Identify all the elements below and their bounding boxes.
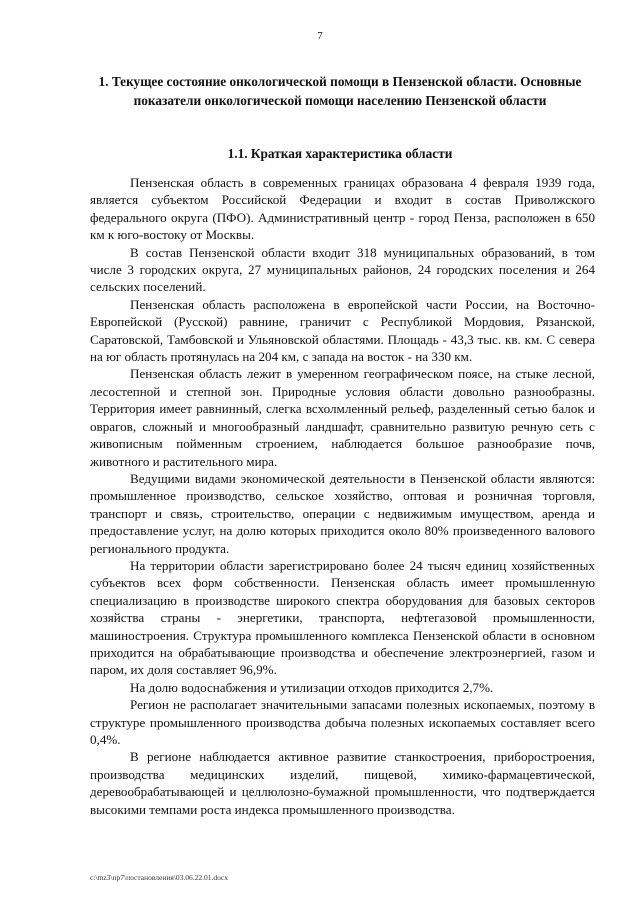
paragraph-location: Пензенская область расположена в европейской части России, на Восточно-Европейской (Русской) равнине, граничит с Республикой Мордовия, Рязанской, Саратовской, Тамбовской и Ульяновской областями. Площадь - 43,3 тыс. кв. км. С севера на юг область протянулась на 204 км, с запада на восток - на 330 км.	[90, 296, 595, 365]
paragraph-economy: Ведущими видами экономической деятельности в Пензенской области являются: промышленное производство, сельское хозяйство, оптовая и розничная торговля, транспорт и связь, строительство, операции с недвижимым имуществом, аренда и предоставление услуг, на долю которых приходится около 80% произведенного валового регионального продукта.	[90, 470, 595, 556]
paragraph-formation: Пензенская область в современных границах образована 4 февраля 1939 года, является субъектом Российской Федерации и входит в состав Приволжского федерального округа (ПФО). Административный центр - город Пенза, расположен в 650 км к юго-востоку от Москвы.	[90, 175, 595, 243]
section-heading: 1. Текущее состояние онкологической помощи в Пензенской области. Основные показатели онкологической помощи населению Пензенской области	[98, 74, 582, 108]
paragraph-development: В регионе наблюдается активное развитие станкостроения, приборостроения, производства медицинских изделий, пищевой, химико-фармацевтической, деревообрабатывающей и целлюлозно-бумажной промышленности, что подтверждается высокими темпами роста индекса промышленного производства.	[90, 749, 595, 817]
footer-file-path: c:\mz3\пр7\постановления\03.06.22.01.docx	[90, 873, 228, 882]
page-number: 7	[317, 30, 323, 42]
body-text	[90, 174, 595, 818]
paragraph-minerals: Регион не располагает значительными запасами полезных ископаемых, поэтому в структуре промышленного производства добыча полезных ископаемых составляет всего 0,4%.	[90, 697, 595, 747]
paragraph-municipalities: В состав Пензенской области входит 318 муниципальных образований, в том числе 3 городских округа, 27 муниципальных районов, 24 городских поселения и 264 сельских поселений.	[90, 244, 595, 295]
paragraph-nature: Пензенская область лежит в умеренном географическом поясе, на стыке лесной, лесостепной и степной зон. Природные условия области довольно разнообразны. Территория имеет равнинный, слегка всхолмленный рельеф, разделенный сетью балок и оврагов, сложный и многообразный ландшафт, сравнительно развитую речную сеть с живописным пойменным строением, наблюдается большое разнообразие почв, животного и растительного мира.	[90, 366, 595, 469]
paragraph-water-supply: На долю водоснабжения и утилизации отходов приходится 2,7%.	[130, 679, 494, 695]
paragraph-industry: На территории области зарегистрировано более 24 тысяч единиц хозяйственных субъектов всех форм собственности. Пензенская область имеет промышленную специализацию в производстве широкого спектра оборудования для базовых секторов хозяйства страны - энергетики, транспорта, нефтегазовой промышленности, машиностроения. Структура промышленного комплекса Пензенской области в основном приходится на обрабатывающие производства и обеспечение электроэнергией, газом и паром, их доля составляет 96,9%.	[90, 557, 595, 678]
subsection-heading: 1.1. Краткая характеристика области	[227, 146, 453, 161]
